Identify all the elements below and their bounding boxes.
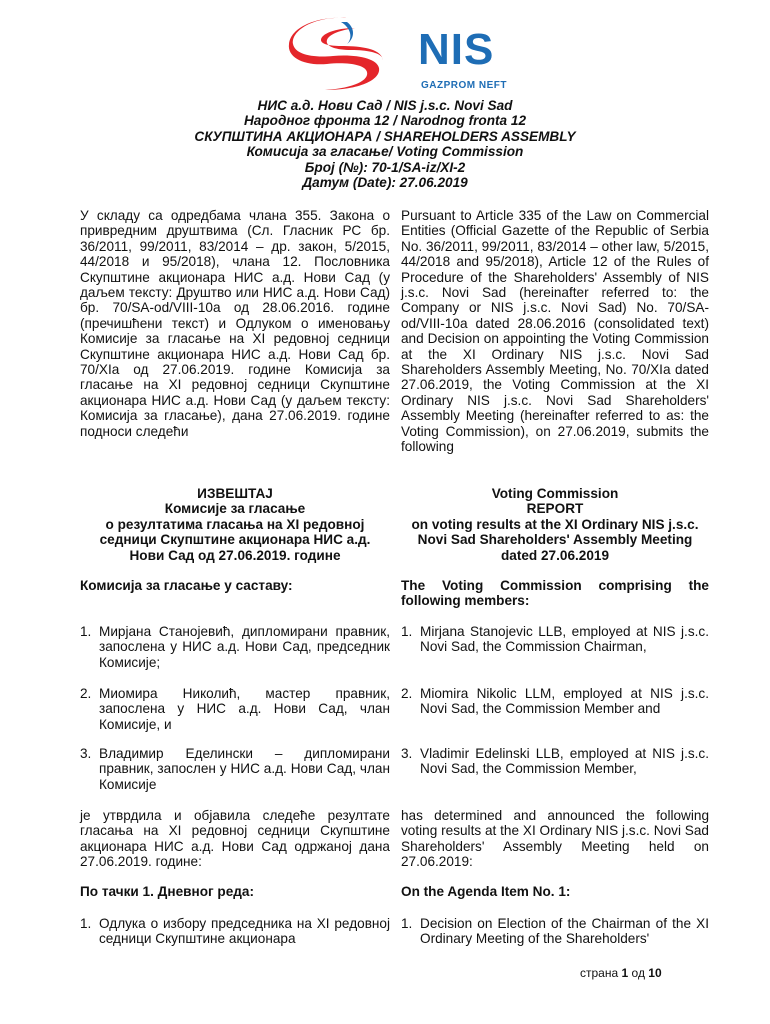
composition-serbian: Комисија за гласање у саставу: [80,578,293,593]
agenda-heading-serbian: По тачки 1. Дневног реда: [80,884,255,899]
page-number: 1 [621,966,629,980]
list-item [401,624,709,672]
member-text: Миомира Николић, мастер правник, запослена у НИС а.д. Нови Сад, члан Комисије, и [99,686,390,732]
page-footer [580,966,662,980]
report-title-english [401,486,709,563]
assembly-name: СКУПШТИНА АКЦИОНАРА / SHAREHOLDERS ASSEMBLY [194,128,576,144]
list-number: 1. [401,916,413,931]
list-number: 3. [401,746,413,761]
list-item [80,746,390,794]
nis-swirl-icon [285,14,415,94]
brand-name: NIS [418,25,495,74]
document-number: Број (№): 70-1/SA-iz/XI-2 [304,159,466,175]
agenda-heading-english: On the Agenda Item No. 1: [401,884,571,899]
page-prefix: страна [580,966,619,980]
list-number: 2. [80,686,92,701]
nis-logo [285,14,510,94]
report-title-line: Нови Сад од 27.06.2019. године [129,547,341,563]
list-item [80,624,390,672]
list-number: 1. [80,916,92,931]
list-number: 1. [80,624,92,639]
report-title-line: on voting results at the XI Ordinary NIS j.s.c. [411,516,699,532]
composition-english: The Voting Commission comprising the following members: [401,578,709,609]
decision-text: Decision on Election of the Chairman of the XI Ordinary Meeting of the Shareholders' [420,916,709,947]
determined-english: has determined and announced the following voting results at the XI Ordinary NIS j.s.c. Novi Sad Shareholders' Assembly Meeting held on 27.06.2019: [401,808,709,870]
document-header [0,98,770,190]
member-text: Мирјана Станојевић, дипломирани правник, запослена у НИС а.д. Нови Сад, председник Комисије; [99,624,390,670]
page-separator: од [631,966,645,980]
report-title-line: Novi Sad Shareholders' Assembly Meeting [417,532,693,548]
decision-text: Одлука о избору председника на XI редовној седници Скупштине акционара [99,916,390,947]
report-title-line: ИЗВЕШТАЈ [197,486,273,501]
list-item [401,916,709,948]
report-title-line: Voting Commission [491,486,619,501]
report-title-line: Комисије за гласање [164,501,306,517]
list-number: 3. [80,746,92,761]
member-text: Miomira Nikolic LLM, employed at NIS j.s.c. Novi Sad, the Commission Member and [420,686,709,717]
member-text: Vladimir Edelinski LLB, employed at NIS j.s.c. Novi Sad, the Commission Member, [420,746,709,777]
member-text: Mirjana Stanojevic LLB, employed at NIS j.s.c. Novi Sad, the Commission Chairman, [420,624,709,655]
list-number: 2. [401,686,413,701]
report-title-line: седници Скупштине акционара НИС а.д. [99,532,371,548]
company-address: Народног фронта 12 / Narodnog fronta 12 [243,113,527,129]
report-title-line: REPORT [526,501,584,517]
list-item [80,916,390,948]
intro-serbian: У складу са одредбама члана 355. Закона о привредним друштвима (Сл. Гласник РС бр. 36/2011, 99/2011, 83/2014 – др. закон, 5/2015, 44/2018 и 95/2018), члана 12. Пословника Скупштине акционара НИС а.д. Нови Сад (у даљем тексту: Друштво или НИС а.д. Нови Сад) бр. 70/SA-od/VIII-10a од 28.06.2016. године (пречишћени текст) и Одлуком о именовању Комисије за гласање на XI редовној седници Скупштине акционара НИС а.д. Нови Сад бр. 70/XIa од 27.06.2019. године Комисија за гласање на XI редовној седници Скупштине акционара НИС а.д. Нови Сад (у даљем тексту: Комисија за гласање), дана 27.06.2019. године подноси следећи [80,208,390,439]
brand-subtitle: GAZPROM NEFT [421,80,507,91]
page-total: 10 [648,966,662,980]
intro-english: Pursuant to Article 335 of the Law on Commercial Entities (Official Gazette of the Republic of Serbia No. 36/2011, 99/2011, 83/2014 – other law, 5/2015, 44/2018 and 95/2018), Article 12 of the Rules of Procedure of the Shareholders' Assembly of NIS j.s.c. Novi Sad (hereinafter referred to: the Company or NIS j.s.c. Novi Sad) No. 70/SA-od/VIII-10a dated 28.06.2016 (consolidated text) and Decision on appointing the Voting Commission at the XI Ordinary NIS j.s.c. Novi Sad Shareholders Assembly Meeting, No. 70/XIa dated 27.06.2019, the Voting Commission at the XI Ordinary NIS j.s.c. Novi Sad Shareholders' Assembly Meeting (hereinafter referred to as: the Voting Commission), on 27.06.2019, submits the following [401,208,709,455]
list-number: 1. [401,624,413,639]
report-title-line: о резултатима гласања на XI редовној [105,516,365,532]
list-item [401,686,709,734]
member-text: Владимир Еделински – дипломирани правник, запослен у НИС а.д. Нови Сад, члан Комисије [99,746,390,792]
report-title-serbian [80,486,390,563]
commission-name: Комисија за гласање/ Voting Commission [246,144,524,160]
report-title-line: dated 27.06.2019 [500,547,610,563]
document-date: Датум (Date): 27.06.2019 [302,175,468,191]
company-name: НИС а.д. Нови Сад / NIS j.s.c. Novi Sad [257,98,513,113]
determined-serbian: је утврдила и објавила следеће резултате гласања на XI редовној седници Скупштине акционара НИС а.д. Нови Сад одржаној дана 27.06.2019. године: [80,808,390,870]
list-item [80,686,390,734]
list-item [401,746,709,794]
